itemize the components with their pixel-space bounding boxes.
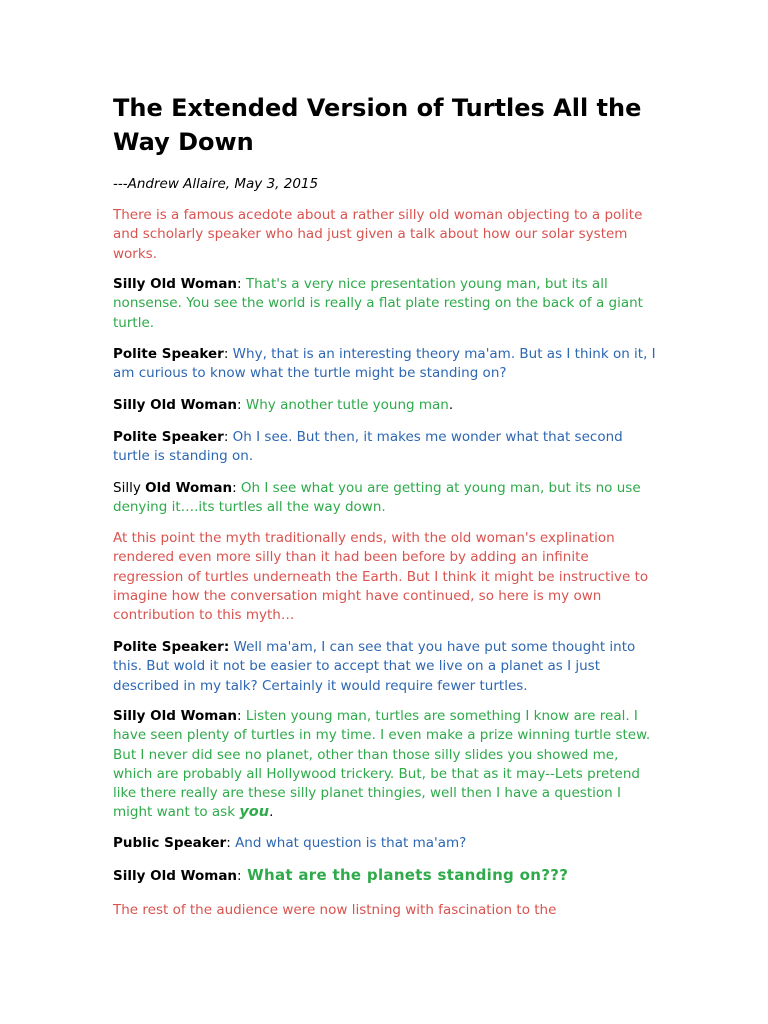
dialogue-line-speaker-1 <box>113 345 658 384</box>
speaker-name: Public Speaker <box>113 835 227 851</box>
dialogue-text: Listen young man, turtles are something I know are real. I have seen plenty of turtles in my time. I even make a prize winning turtle stew. But I never did see no planet, other than those silly slides you showed me, which are probably all Hollywood trickery. But, be that as it may--Lets pretend like there really are these silly planet thingies, well then I have a question I might want to ask <box>113 708 651 821</box>
closing-paragraph: The rest of the audience were now listning with fascination to the <box>113 902 557 918</box>
dialogue-line-speaker-2 <box>113 428 658 467</box>
intro-paragraph: There is a famous acedote about a rather silly old woman objecting to a polite and scholarly speaker who had just given a talk about how our solar system works. <box>113 207 643 262</box>
speaker-name: Polite Speaker <box>113 346 224 362</box>
dialogue-text: Why another tutle young man <box>241 397 449 413</box>
dialogue-line-woman-4 <box>113 707 658 823</box>
sentence-end: . <box>448 397 454 413</box>
byline: ---Andrew Allaire, May 3, 2015 <box>113 176 319 192</box>
dialogue-text: And what question is that ma'am? <box>230 835 467 851</box>
document-title: The Extended Version of Turtles All the Way Down <box>113 94 642 156</box>
speaker-name: Silly Old Woman <box>113 276 238 292</box>
dialogue-line-woman-3 <box>113 479 658 518</box>
dialogue-line-woman-1 <box>113 275 658 333</box>
dialogue-text: Oh I see what you are getting at young man, but its no use denying it….its turtles all the way down. <box>113 480 641 516</box>
dialogue-line-speaker-3 <box>113 638 658 696</box>
speaker-colon: : <box>223 346 229 362</box>
emphasized-you: you <box>239 804 270 821</box>
speaker-colon: : <box>237 708 242 724</box>
speaker-name: Silly Old Woman <box>113 397 238 413</box>
speaker-colon: : <box>223 429 229 445</box>
speaker-colon: : <box>237 868 242 884</box>
dialogue-line-woman-2 <box>113 396 658 415</box>
dialogue-line-public-speaker <box>113 834 658 853</box>
dialogue-line-woman-5 <box>113 866 658 886</box>
speaker-name: Silly Old Woman <box>113 868 238 884</box>
dialogue-text: Why, that is an interesting theory ma'am. But as I think on it, I am curious to know what the turtle might be standing on? <box>113 346 656 382</box>
speaker-colon: : <box>232 480 237 496</box>
speaker-name: Polite Speaker: <box>113 639 230 655</box>
sentence-end: . <box>269 804 274 821</box>
speaker-colon: : <box>237 397 242 413</box>
dialogue-text: That's a very nice presentation young man, but its all nonsense. You see the world is really a flat plate resting on the back of a giant turtle. <box>113 276 643 331</box>
narration-paragraph: At this point the myth traditionally ends, with the old woman's explination rendered even more silly than it had been before by adding an infinite regression of turtles underneath the Earth. But I think it might be instructive to imagine how the conversation might have continued, so here is my own contribution to this myth… <box>113 530 649 624</box>
dialogue-text: Oh I see. But then, it makes me wonder what that second turtle is standing on. <box>113 429 623 465</box>
speaker-name: Silly Old Woman <box>113 708 238 724</box>
speaker-prefix: Silly <box>113 480 146 496</box>
dialogue-question: What are the planets standing on??? <box>241 866 569 884</box>
speaker-name: Polite Speaker <box>113 429 224 445</box>
speaker-colon: : <box>237 276 242 292</box>
speaker-colon: : <box>226 835 231 851</box>
speaker-name: Old Woman <box>145 480 233 496</box>
dialogue-text: Well ma'am, I can see that you have put some thought into this. But wold it not be easier to accept that we live on a planet as I just described in my talk? Certainly it would require fewer turtles. <box>113 639 636 694</box>
